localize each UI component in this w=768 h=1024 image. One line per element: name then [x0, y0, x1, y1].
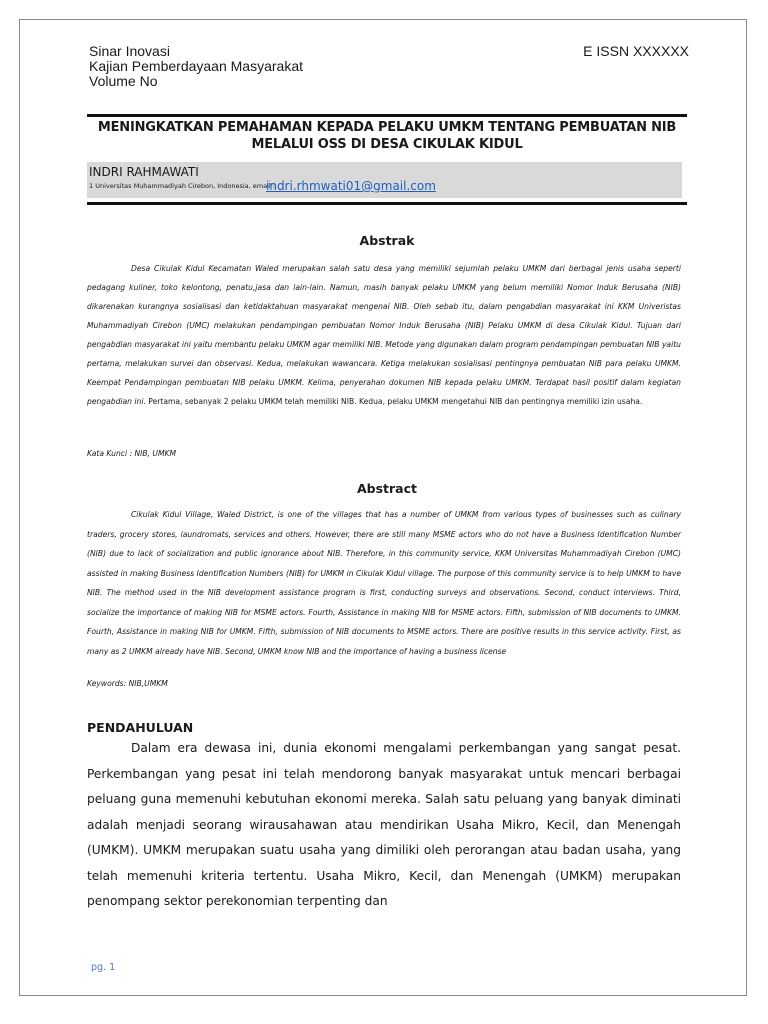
- page-number: pg. 1: [91, 962, 116, 973]
- pendahuluan-heading: PENDAHULUAN: [87, 720, 194, 735]
- pendahuluan-text: Dalam era dewasa ini, dunia ekonomi mengalami perkembangan yang sangat pesat. Perkembangan yang pesat ini telah mendorong banyak masyarakat untuk mencari berbagai peluang guna memenuhi kebutuhan ekonomi mereka. Salah satu peluang yang banyak diminati adalah menjadi seorang wirausahawan atau mendirikan Usaha Mikro, Kecil, dan Menengah (UMKM). UMKM merupakan suatu usaha yang dimiliki oleh perorangan atau badan usaha, yang telah memenuhi kriteria tertentu. Usaha Mikro, Kecil, dan Menengah (UMKM) merupakan penompang sektor perekonomian terpenting dan: [87, 741, 681, 908]
- author-name: INDRI RAHMAWATI: [89, 165, 199, 179]
- paper-title: MENINGKATKAN PEMAHAMAN KEPADA PELAKU UMKM TENTANG PEMBUATAN NIB MELALUI OSS DI DESA CIKULAK KIDUL: [97, 120, 677, 152]
- author-bottom-rule: [87, 202, 687, 205]
- author-box: [87, 162, 682, 198]
- pendahuluan-body: [87, 736, 681, 915]
- abstract-body: [87, 505, 681, 661]
- abstrak-text-plain: Pertama, sebanyak 2 pelaku UMKM telah memiliki NIB. Kedua, pelaku UMKM mengetahui NIB dan pentingnya memiliki izin usaha.: [145, 397, 643, 406]
- abstract-heading: Abstract: [356, 481, 418, 496]
- abstrak-text-italic: Desa Cikulak Kidul Kecamatan Waled merupakan salah satu desa yang memiliki sejumlah pelaku UMKM dari berbagai jenis usaha seperti pedagang kuliner, toko kelontong, penatu,jasa dan lain-lain. Namun, masih banyak pelaku UMKM yang belum memiliki Nomor Induk Berusaha (NIB) dikarenakan kurangnya sosialisasi dan ketidaktahuan masyarakat mengenai NIB. Oleh sebab itu, dalam pengabdian masyarakat ini KKM Univeristas Muhammadiyah Cirebon (UMC) melakukan pendampingan pembuatan Nomor Induk Berusaha (NIB) Pelaku UMKM di desa Cikulak Kidul. Tujuan dari pengabdian masyarakat ini yaitu membantu pelaku UMKM agar memiliki NIB. Metode yang digunakan dalam program pendampingan pembuatan NIB yaitu pertama, melakukan survei dan observasi. Kedua, melakukan wawancara. Ketiga melakukan sosialisasi pentingnya pembuatan NIB para pelaku UMKM. Keempat Pendampingan pembuatan NIB pelaku UMKM. Kelima, penyerahan dokumen NIB kepada pelaku UMKM. Terdapat hasil positif dalam kegiatan pengabdian ini.: [87, 264, 681, 406]
- abstrak-heading: Abstrak: [359, 233, 415, 248]
- journal-name: Sinar Inovasi: [89, 43, 170, 59]
- abstract-text: Cikulak Kidul Village, Waled District, is one of the villages that has a number of UMKM from various types of businesses such as culinary traders, grocery stores, laundromats, services and others. However, there are still many MSME actors who do not have a Business Identification Number (NIB) due to lack of socialization and public ignorance about NIB. Therefore, in this community service, KKM Universitas Muhammadiyah Cirebon (UMC) assisted in making Business Identification Numbers (NIB) for UMKM in Cikulak Kidul village. The purpose of this community service is to help UMKM to have NIB. The method used in the NIB development assistance program is first, conducting surveys and observations. Second, conduct interviews. Third, socialize the importance of making NIB for MSME actors. Fourth, Assistance in making NIB for MSME actors. Fifth, submission of NIB documents to UMKM. Fourth, Assistance in making NIB for UMKM. Fifth, submission of NIB documents to MSME actors. There are positive results in this service activity. First, as many as 2 UMKM already have NIB. Second, UMKM know NIB and the importance of having a business license: [87, 510, 681, 656]
- issn: E ISSN XXXXXX: [583, 43, 689, 59]
- kata-kunci: Kata Kunci : NIB, UMKM: [87, 449, 177, 458]
- keywords: Keywords: NIB,UMKM: [87, 679, 168, 688]
- title-top-rule: [87, 114, 687, 117]
- journal-subtitle: Kajian Pemberdayaan Masyarakat: [89, 58, 304, 74]
- author-affiliation: 1 Universitas Muhammadiyah Cirebon, Indonesia, email :: [89, 182, 275, 190]
- journal-header: [89, 44, 689, 89]
- journal-volume: Volume No: [89, 73, 158, 89]
- author-email-link[interactable]: indri.rhmwati01@gmail.com: [266, 179, 436, 193]
- abstrak-body: [87, 259, 681, 411]
